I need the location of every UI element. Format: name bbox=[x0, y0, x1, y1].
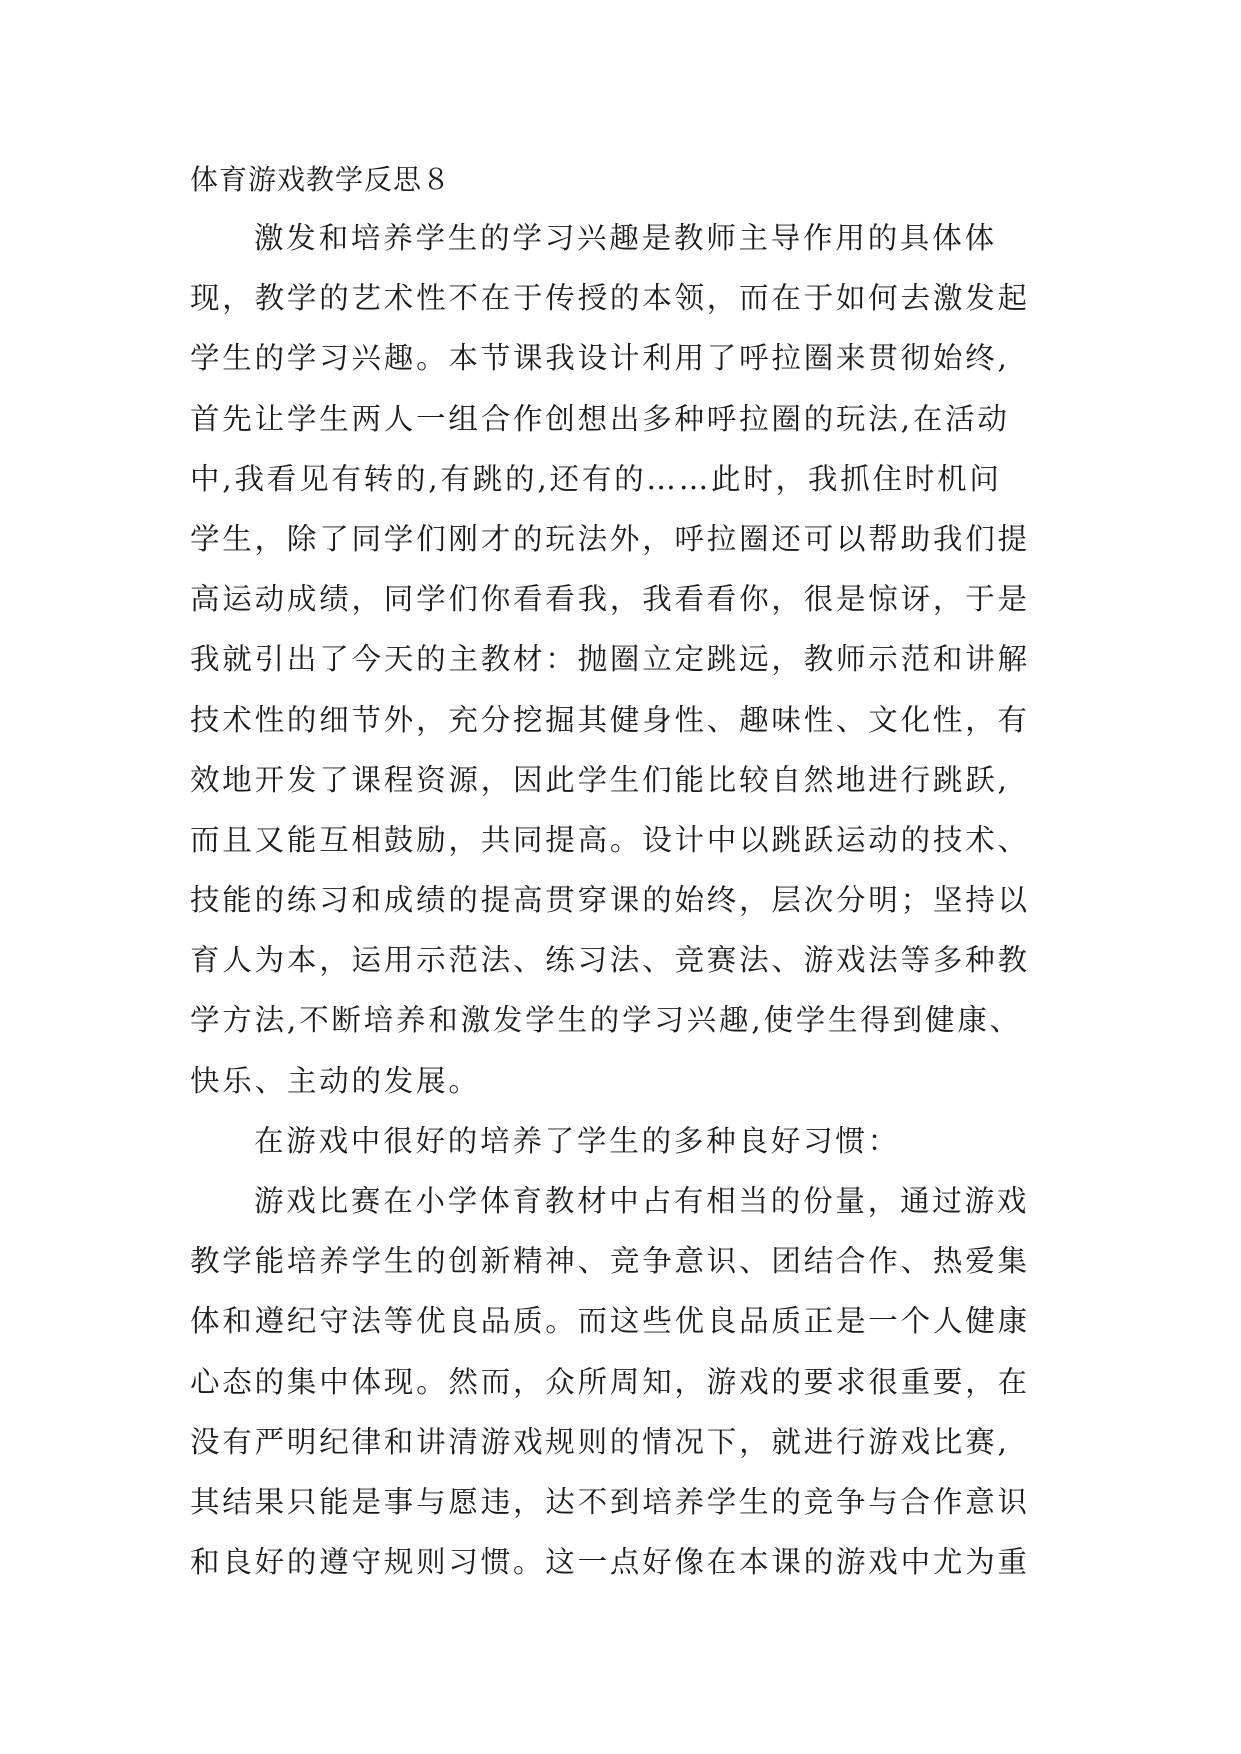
paragraph-line: 高运动成绩，同学们你看看我，我看看你，很是惊讶，于是 bbox=[190, 582, 1030, 617]
paragraph-line: 心态的集中体现。然而，众所周知，游戏的要求很重要，在 bbox=[190, 1364, 1030, 1399]
paragraph-line: 中,我看见有转的,有跳的,还有的……此时，我抓住时机问 bbox=[190, 461, 1002, 496]
paragraph-line: 其结果只能是事与愿违，达不到培养学生的竞争与合作意识 bbox=[190, 1484, 1030, 1519]
document-body bbox=[190, 218, 1090, 1602]
paragraph-line: 和良好的遵守规则习惯。这一点好像在本课的游戏中尤为重 bbox=[190, 1545, 1030, 1580]
paragraph-line: 激发和培养学生的学习兴趣是教师主导作用的具体体 bbox=[254, 221, 997, 255]
paragraph-line: 而且又能互相鼓励，共同提高。设计中以跳跃运动的技术、 bbox=[190, 822, 1030, 857]
paragraph-line: 学方法,不断培养和激发学生的学习兴趣,使学生得到健康、 bbox=[190, 1003, 1022, 1038]
paragraph-line: 在游戏中很好的培养了学生的多种良好习惯： bbox=[254, 1123, 901, 1158]
paragraph-line: 游戏比赛在小学体育教材中占有相当的份量，通过游戏 bbox=[254, 1184, 1030, 1218]
paragraph-line: 首先让学生两人一组合作创想出多种呼拉圈的玩法,在活动 bbox=[190, 401, 1010, 436]
paragraph-line: 我就引出了今天的主教材：抛圈立定跳远，教师示范和讲解 bbox=[190, 642, 1030, 677]
paragraph-line: 体和遵纪守法等优良品质。而这些优良品质正是一个人健康 bbox=[190, 1304, 1030, 1339]
paragraph-line: 学生，除了同学们刚才的玩法外，呼拉圈还可以帮助我们提 bbox=[190, 521, 1030, 556]
document-title: 体育游戏教学反思８ bbox=[190, 163, 452, 196]
paragraph-line: 技术性的细节外，充分挖掘其健身性、趣味性、文化性，有 bbox=[190, 702, 1030, 737]
paragraph-line: 效地开发了课程资源，因此学生们能比较自然地进行跳跃, bbox=[190, 762, 1010, 797]
paragraph-line: 育人为本，运用示范法、练习法、竞赛法、游戏法等多种教 bbox=[190, 943, 1030, 978]
paragraph-line: 现，教学的艺术性不在于传授的本领，而在于如何去激发起 bbox=[190, 281, 1030, 316]
paragraph-line: 快乐、主动的发展。 bbox=[190, 1063, 481, 1098]
paragraph-line: 教学能培养学生的创新精神、竞争意识、团结合作、热爱集 bbox=[190, 1244, 1030, 1279]
paragraph-line: 技能的练习和成绩的提高贯穿课的始终，层次分明；坚持以 bbox=[190, 883, 1030, 918]
paragraph-line: 学生的学习兴趣。本节课我设计利用了呼拉圈来贯彻始终, bbox=[190, 341, 1010, 376]
paragraph-line: 没有严明纪律和讲清游戏规则的情况下，就进行游戏比赛, bbox=[190, 1424, 1010, 1459]
